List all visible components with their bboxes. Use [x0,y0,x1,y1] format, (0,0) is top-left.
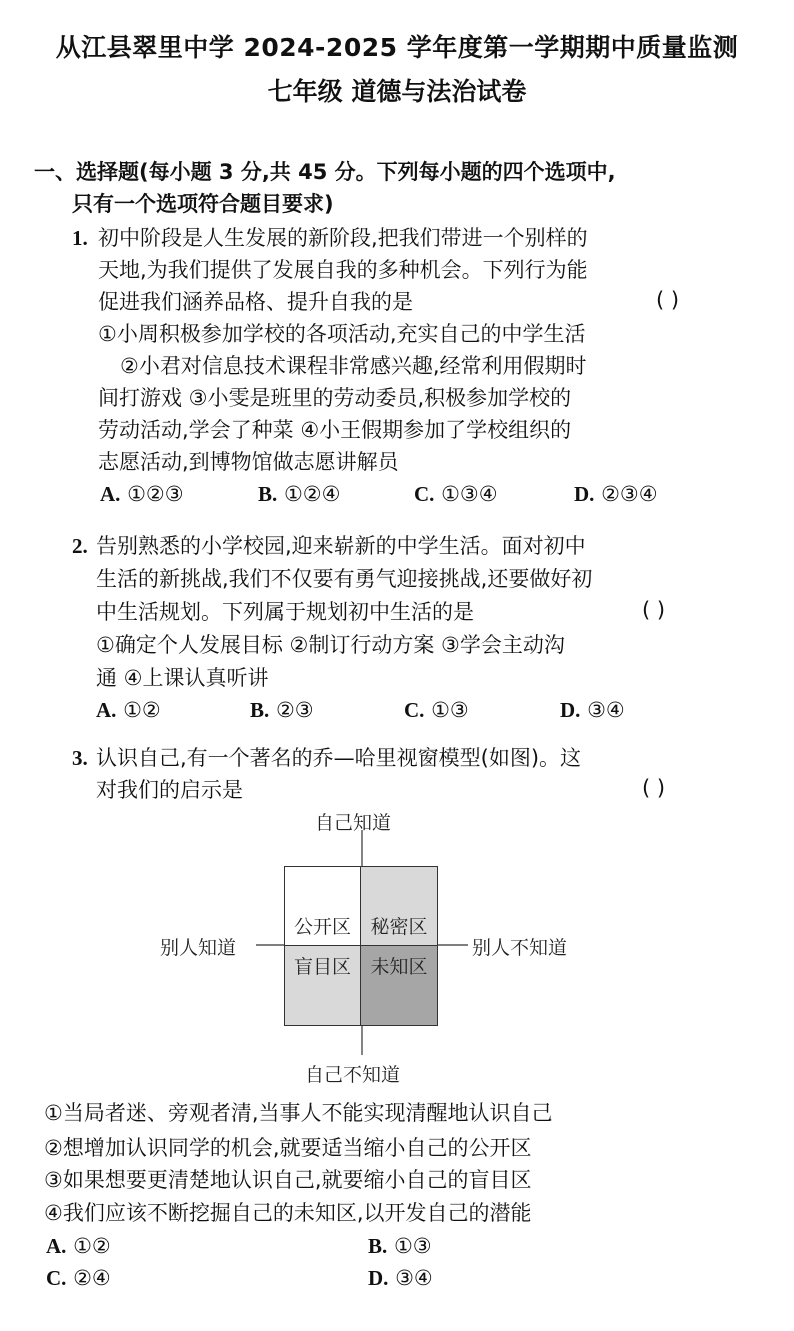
statement-line: 通 ④上课认真听讲 [96,666,269,690]
label-others-know: 别人知道 [160,937,237,959]
option-c: C. ②④ [46,1266,111,1290]
exam-title: 从江县翠里中学 2024-2025 学年度第一学期期中质量监测 [55,33,739,62]
statement-line: ④我们应该不断挖掘自己的未知区,以开发自己的潜能 [44,1201,532,1225]
option-d: D. ③④ [368,1266,433,1290]
statement-line: ①确定个人发展目标 ②制订行动方案 ③学会主动沟 [96,633,565,657]
johari-grid [284,866,438,1026]
statement-line: 志愿活动,到博物馆做志愿讲解员 [98,450,399,474]
option-c: C. ①③④ [414,482,498,506]
cell-open-area: 公开区 [285,867,361,946]
option-d: D. ②③④ [574,482,658,506]
answer-paren: ( ) [642,598,666,622]
statement-line: ①当局者迷、旁观者清,当事人不能实现清醒地认识自己 [44,1101,553,1125]
cell-blind-area: 盲目区 [285,946,361,1025]
johari-window-diagram [150,800,600,1090]
option-a: A. ①② [46,1234,111,1258]
question-stem-line: 中生活规划。下列属于规划初中生活的是 [96,600,474,624]
statement-line: ①小周积极参加学校的各项活动,充实自己的中学生活 [98,322,586,346]
question-number: 1. [72,226,88,250]
option-a: A. ①② [96,698,161,722]
answer-paren: ( ) [642,776,666,800]
question-stem-line: 天地,为我们提供了发展自我的多种机会。下列行为能 [98,258,588,282]
question-stem-line: 生活的新挑战,我们不仅要有勇气迎接挑战,还要做好初 [96,567,593,591]
statement-line: ③如果想要更清楚地认识自己,就要缩小自己的盲目区 [44,1168,532,1192]
option-d: D. ③④ [560,698,625,722]
exam-subtitle: 七年级 道德与法治试卷 [267,77,527,106]
statement-line: ②小君对信息技术课程非常感兴趣,经常利用假期时 [120,354,587,378]
question-stem-line: 促进我们涵养品格、提升自我的是 [98,290,413,314]
section-heading-line2: 只有一个选项符合题目要求) [72,192,334,216]
option-c: C. ①③ [404,698,469,722]
answer-paren: ( ) [656,288,680,312]
section-heading-line1: 一、选择题(每小题 3 分,共 45 分。下列每小题的四个选项中, [34,160,616,184]
question-stem-line: 对我们的启示是 [96,778,243,802]
label-self-unknown: 自己不知道 [305,1064,401,1086]
option-a: A. ①②③ [100,482,184,506]
question-stem-line: 初中阶段是人生发展的新阶段,把我们带进一个别样的 [98,226,588,250]
label-self-knows: 自己知道 [315,812,392,834]
cell-unknown-area: 未知区 [361,946,437,1025]
option-b: B. ②③ [250,698,314,722]
statement-line: 劳动活动,学会了种菜 ④小王假期参加了学校组织的 [98,418,572,442]
option-b: B. ①②④ [258,482,341,506]
label-others-unknown: 别人不知道 [472,937,568,959]
question-stem-line: 告别熟悉的小学校园,迎来崭新的中学生活。面对初中 [96,534,586,558]
question-stem-line: 认识自己,有一个著名的乔—哈里视窗模型(如图)。这 [96,746,582,770]
statement-line: 间打游戏 ③小雯是班里的劳动委员,积极参加学校的 [98,386,572,410]
statement-line: ②想增加认识同学的机会,就要适当缩小自己的公开区 [44,1136,532,1160]
cell-hidden-area: 秘密区 [361,867,437,946]
option-b: B. ①③ [368,1234,432,1258]
question-number: 3. [72,746,88,770]
question-number: 2. [72,534,88,558]
